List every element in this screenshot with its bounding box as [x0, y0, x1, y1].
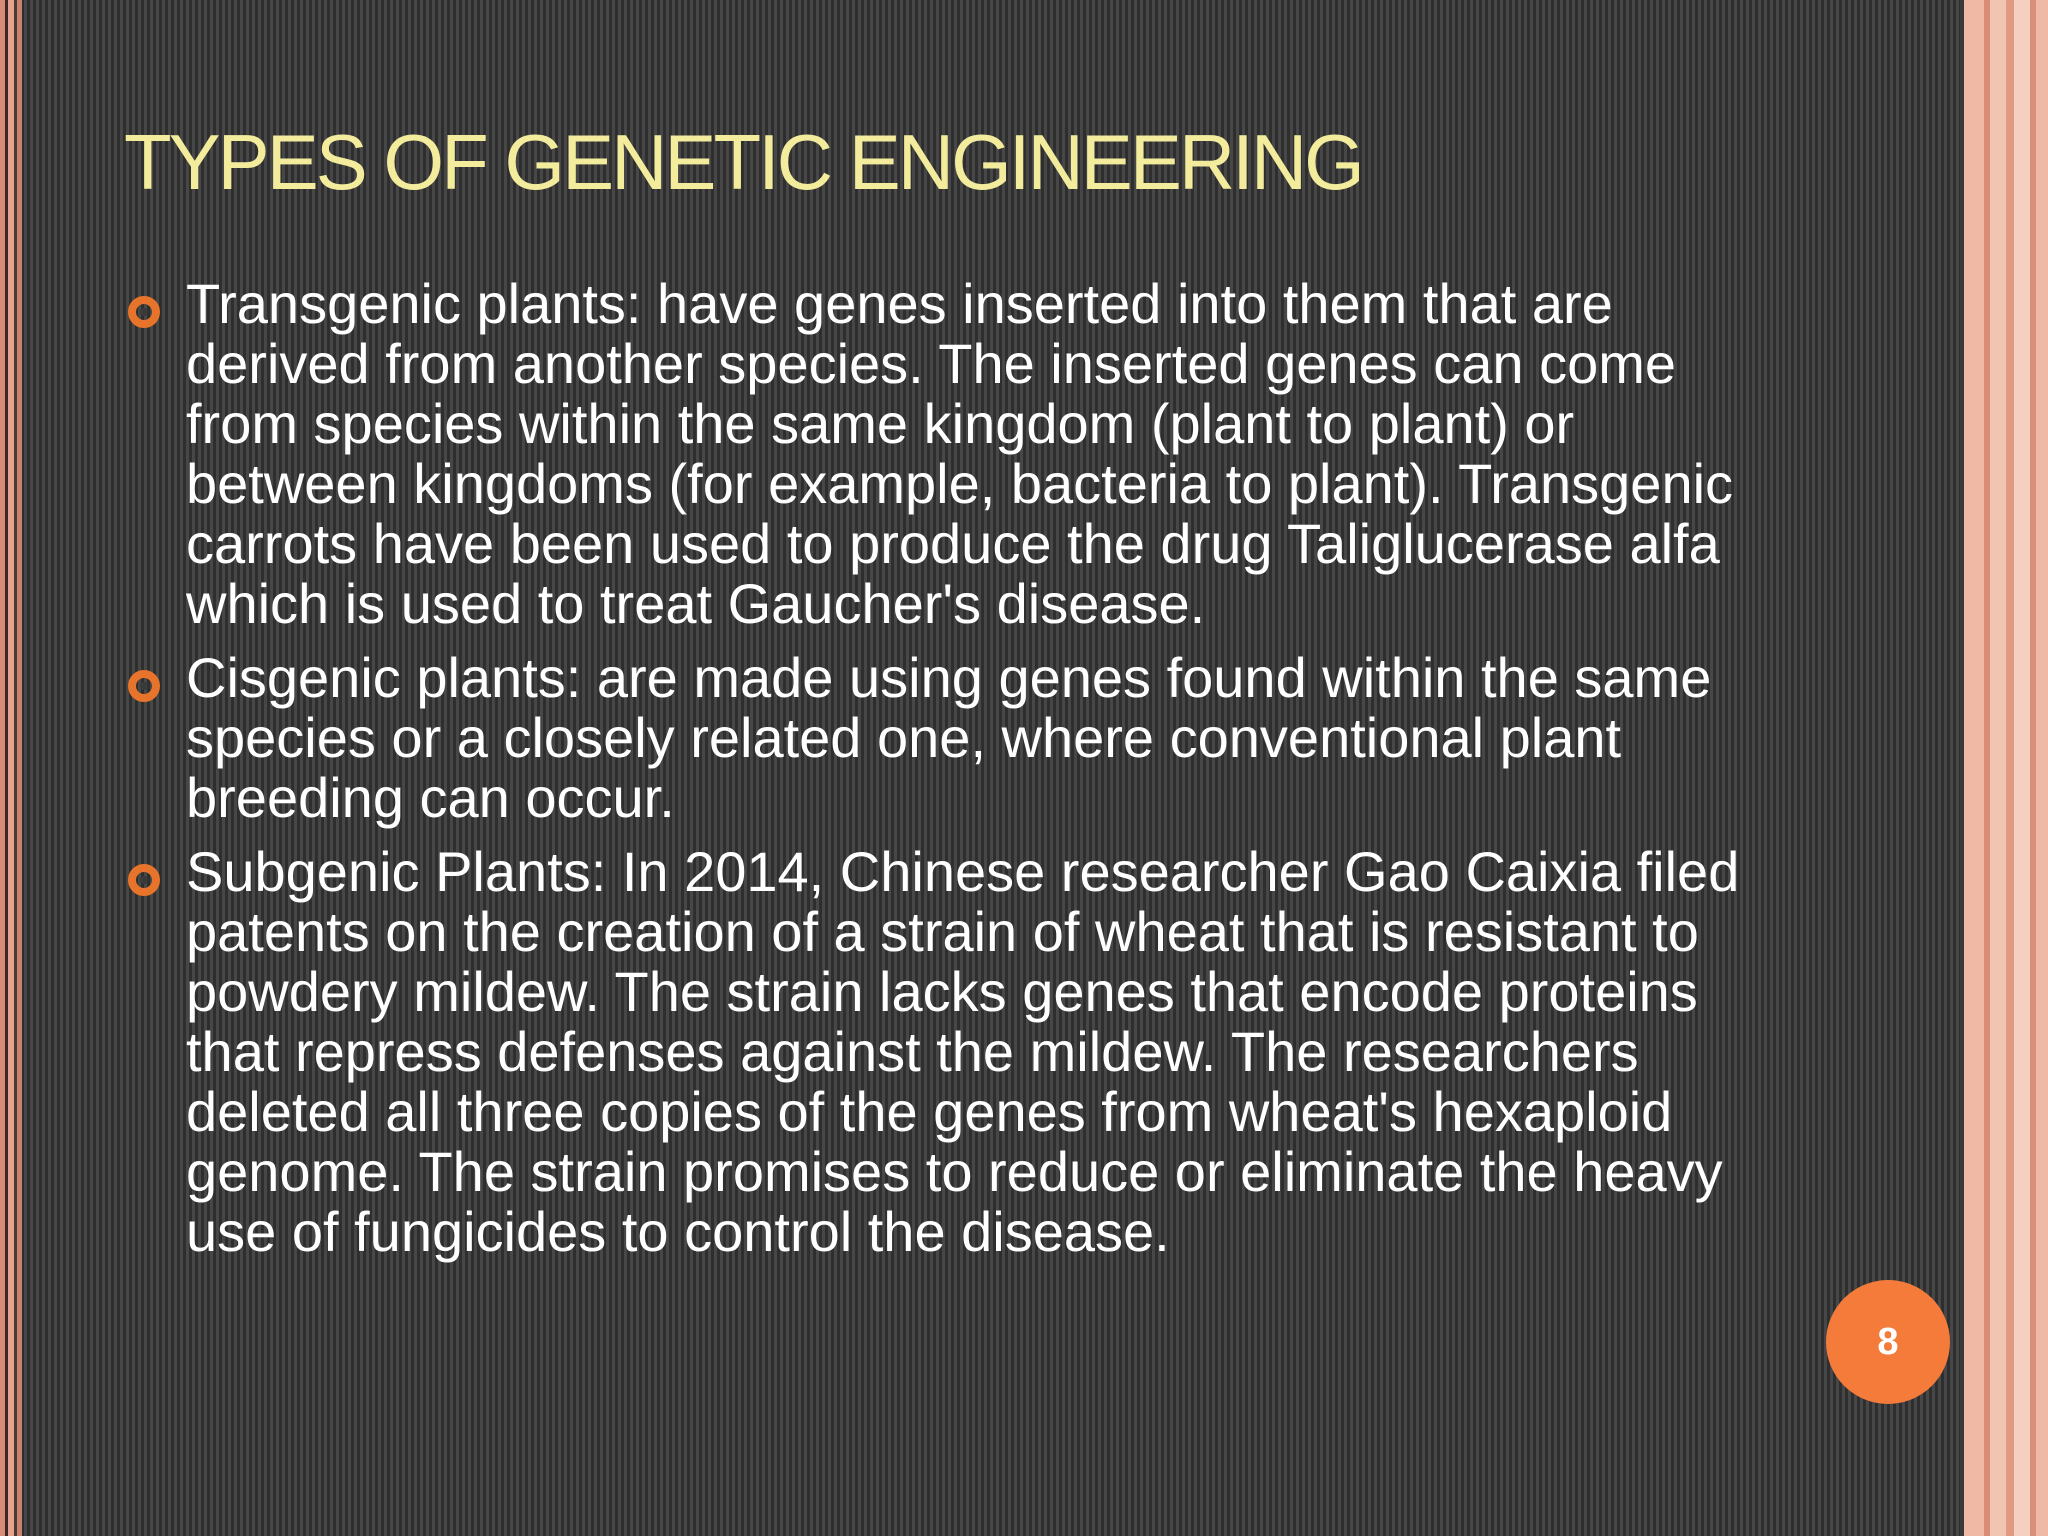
slide-title: TYPES OF GENETIC ENGINEERING	[124, 118, 1362, 206]
right-decorative-border	[1960, 0, 2048, 1536]
hollow-circle-bullet-icon	[128, 864, 160, 896]
page-number-badge: 8	[1826, 1280, 1950, 1404]
bullet-text: Subgenic Plants: In 2014, Chinese researcher Gao Caixia filed patents on the creation of a strain of wheat that is resistant to powdery mildew. The strain lacks genes that encode proteins that repress defenses against the mildew. The researchers deleted all three copies of the genes from wheat's hexaploid genome. The strain promises to reduce or eliminate the heavy use of fungicides to control the disease.	[186, 840, 1740, 1263]
bullet-item-cisgenic	[124, 648, 1764, 828]
hollow-circle-bullet-icon	[128, 670, 160, 702]
bullet-text: Transgenic plants: have genes inserted into them that are derived from another species. The inserted genes can come from species within the same kingdom (plant to plant) or between kingdoms (for example, bacteria to plant). Transgenic carrots have been used to produce the drug Taliglucerase alfa which is used to treat Gaucher's disease.	[186, 272, 1734, 635]
bullet-item-subgenic	[124, 842, 1764, 1262]
left-decorative-border	[0, 0, 22, 1536]
bullet-text: Cisgenic plants: are made using genes found within the same species or a closely related one, where conventional plant breeding can occur.	[186, 646, 1712, 829]
bullet-item-transgenic	[124, 274, 1764, 634]
hollow-circle-bullet-icon	[128, 296, 160, 328]
bullet-list	[124, 274, 1764, 1276]
